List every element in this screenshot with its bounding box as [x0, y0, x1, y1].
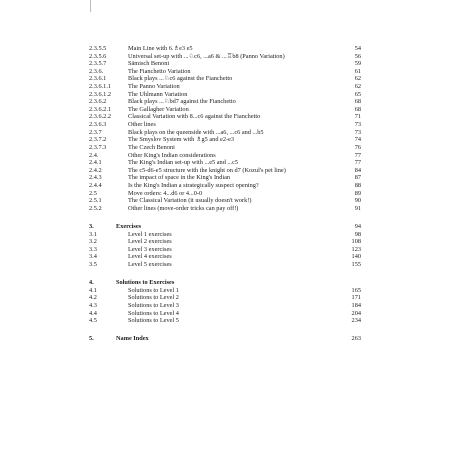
chapter-number: 3.: [89, 222, 94, 230]
toc-entry: [89, 159, 361, 167]
entry-page: 68: [354, 98, 361, 106]
entry-page: 91: [354, 204, 361, 212]
entry-title: The impact of space in the King's Indian: [128, 174, 231, 182]
toc-entry: [89, 317, 361, 325]
chapter-page: 94: [354, 222, 361, 230]
entry-number: 2.3.7.3: [89, 143, 107, 151]
entry-number: 2.3.7.2: [89, 136, 107, 144]
entry-title: Sämisch Benoni: [128, 60, 170, 68]
entry-page: 140: [351, 253, 361, 261]
entry-title: Level 1 exercises: [128, 230, 172, 238]
entry-page: 73: [354, 128, 361, 136]
entry-title: Other King's Indian considerations: [128, 151, 216, 159]
entry-number: 3.4: [89, 253, 97, 261]
entry-number: 2.3.6.2.2: [89, 113, 112, 121]
entry-title: Black plays ...♘bd7 against the Fianchetto: [128, 98, 236, 106]
toc-entry: [89, 136, 361, 144]
entry-page: 71: [354, 113, 361, 121]
entry-title: Move orders: 4...d6 or 4...0-0: [128, 189, 203, 197]
entry-title: The Uhlmann Variation: [128, 90, 188, 98]
entry-page: 98: [354, 230, 361, 238]
entry-page: 88: [354, 181, 361, 189]
toc-entry: [89, 302, 361, 310]
table-of-contents: [89, 45, 361, 343]
entry-number: 2.5: [89, 189, 97, 197]
toc-entry: [89, 75, 361, 83]
entry-number: 2.3.7: [89, 128, 102, 136]
entry-title: Level 2 exercises: [128, 238, 172, 246]
chapter-title: Solutions to Exercises: [116, 279, 175, 287]
entry-page: 90: [354, 197, 361, 205]
entry-title: Universal set-up with ...♘c6, ...a6 & ...♖b8 (Panno Variation): [128, 52, 285, 60]
entry-number: 3.2: [89, 238, 97, 246]
entry-title: The Panno Variation: [128, 83, 180, 91]
toc-entry: [89, 83, 361, 91]
entry-title: Solutions to Level 3: [128, 301, 179, 309]
entry-page: 61: [354, 67, 361, 75]
entry-title: Other lines: [128, 121, 156, 129]
entry-page: 65: [354, 90, 361, 98]
entry-number: 2.3.6.3: [89, 121, 107, 129]
entry-number: 2.4.: [89, 151, 99, 159]
toc-entry: [89, 294, 361, 302]
toc-entry: [89, 238, 361, 246]
toc-entry: [89, 205, 361, 213]
entry-page: 77: [354, 151, 361, 159]
entry-title: Black plays ...♘c6 against the Fianchetto: [128, 75, 233, 83]
entry-title: The c5-d6-e5 structure with the knight on d7 (Kozul's pet line): [128, 166, 286, 174]
entry-page: 62: [354, 75, 361, 83]
entry-page: 155: [351, 260, 361, 268]
chapter-title: Name Index: [116, 335, 149, 343]
entry-page: 68: [354, 105, 361, 113]
toc-entry: [89, 91, 361, 99]
entry-title: Solutions to Level 1: [128, 286, 179, 294]
toc-entry: [89, 310, 361, 318]
toc-entry: [89, 167, 361, 175]
entry-number: 2.4.4: [89, 181, 102, 189]
entry-number: 2.4.2: [89, 166, 102, 174]
toc-chapter-exercises: [89, 223, 361, 231]
toc-entry: [89, 68, 361, 76]
entry-page: 123: [351, 245, 361, 253]
entry-number: 2.5.2: [89, 204, 102, 212]
entry-title: The King's Indian set-up with ...e5 and ...c5: [128, 159, 239, 167]
entry-number: 3.1: [89, 230, 97, 238]
entry-title: The Gallagher Variation: [128, 105, 189, 113]
entry-title: Level 5 exercises: [128, 260, 172, 268]
entry-title: Level 4 exercises: [128, 253, 172, 261]
entry-title: The Smyslov System with ♗g5 and e2-e3: [128, 136, 235, 144]
entry-number: 4.2: [89, 294, 97, 302]
entry-title: Other lines (move-order tricks can pay off!): [128, 204, 239, 212]
entry-page: 54: [354, 45, 361, 52]
entry-page: 108: [351, 238, 361, 246]
toc-entry: [89, 106, 361, 114]
entry-page: 62: [354, 83, 361, 91]
toc-entry: [89, 246, 361, 254]
entry-page: 73: [354, 121, 361, 129]
entry-number: 4.1: [89, 286, 97, 294]
toc-entry: [89, 190, 361, 198]
toc-entry: [89, 129, 361, 137]
toc-entry: [89, 60, 361, 68]
entry-number: 2.3.5.5: [89, 45, 107, 52]
toc-entry: [89, 287, 361, 295]
entry-page: 56: [354, 52, 361, 60]
entry-title: Black plays on the queenside with ...a6, ...c6 and ...b5: [128, 128, 264, 136]
entry-page: 76: [354, 143, 361, 151]
entry-page: 165: [351, 286, 361, 294]
chapter-number: 5.: [89, 335, 94, 343]
toc-entry: [89, 152, 361, 160]
toc-entry: [89, 261, 361, 269]
toc-chapter-name-index: [89, 335, 361, 343]
entry-number: 4.4: [89, 309, 97, 317]
entry-page: 204: [351, 309, 361, 317]
chapter-page: 263: [351, 335, 361, 343]
entry-title: The Czech Benoni: [128, 143, 175, 151]
entry-title: Solutions to Level 2: [128, 294, 179, 302]
entry-number: 4.3: [89, 301, 97, 309]
entry-title: Main Line with 6.♗e3 e5: [128, 45, 193, 52]
toc-entry: [89, 98, 361, 106]
chapter-title: Exercises: [116, 222, 142, 230]
toc-entry: [89, 144, 361, 152]
entry-number: 2.3.5.7: [89, 60, 107, 68]
entry-number: 2.3.6.: [89, 67, 104, 75]
entry-title: Level 3 exercises: [128, 245, 172, 253]
entry-number: 4.5: [89, 317, 97, 325]
entry-number: 2.3.6.1.1: [89, 83, 112, 91]
entry-page: 87: [354, 174, 361, 182]
entry-title: Is the King's Indian a strategically suspect opening?: [128, 181, 259, 189]
toc-entry: [89, 45, 361, 53]
toc-entry: [89, 121, 361, 129]
entry-number: 2.5.1: [89, 197, 102, 205]
entry-page: 74: [354, 136, 361, 144]
entry-number: 2.3.6.1: [89, 75, 107, 83]
entry-number: 2.3.6.2.1: [89, 105, 112, 113]
chapter-number: 4.: [89, 279, 94, 287]
entry-title: The Classical Variation (it usually doesn't work!): [128, 197, 252, 205]
entry-page: 77: [354, 159, 361, 167]
entry-page: 234: [351, 317, 361, 325]
entry-page: 84: [354, 166, 361, 174]
toc-entry: [89, 174, 361, 182]
entry-number: 2.3.5.6: [89, 52, 107, 60]
toc-entry: [89, 53, 361, 61]
toc-entry: [89, 182, 361, 190]
entry-number: 2.3.6.2: [89, 98, 107, 106]
entry-title: Solutions to Level 5: [128, 317, 179, 325]
entry-page: 59: [354, 60, 361, 68]
entry-number: 3.3: [89, 245, 97, 253]
entry-page: 89: [354, 189, 361, 197]
entry-title: The Fianchetto Variation: [128, 67, 191, 75]
entry-number: 2.3.6.1.2: [89, 90, 112, 98]
page-rule: [90, 0, 91, 12]
entry-number: 2.4.1: [89, 159, 102, 167]
toc-entry: [89, 231, 361, 239]
entry-number: 2.4.3: [89, 174, 102, 182]
toc-entry: [89, 197, 361, 205]
toc-entry: [89, 253, 361, 261]
toc-entry: [89, 113, 361, 121]
entry-title: Solutions to Level 4: [128, 309, 179, 317]
entry-page: 171: [351, 294, 361, 302]
toc-chapter-solutions: [89, 279, 361, 287]
entry-page: 184: [351, 301, 361, 309]
entry-title: Classical Variation with 8...c6 against the Fianchetto: [128, 113, 261, 121]
entry-number: 3.5: [89, 260, 97, 268]
